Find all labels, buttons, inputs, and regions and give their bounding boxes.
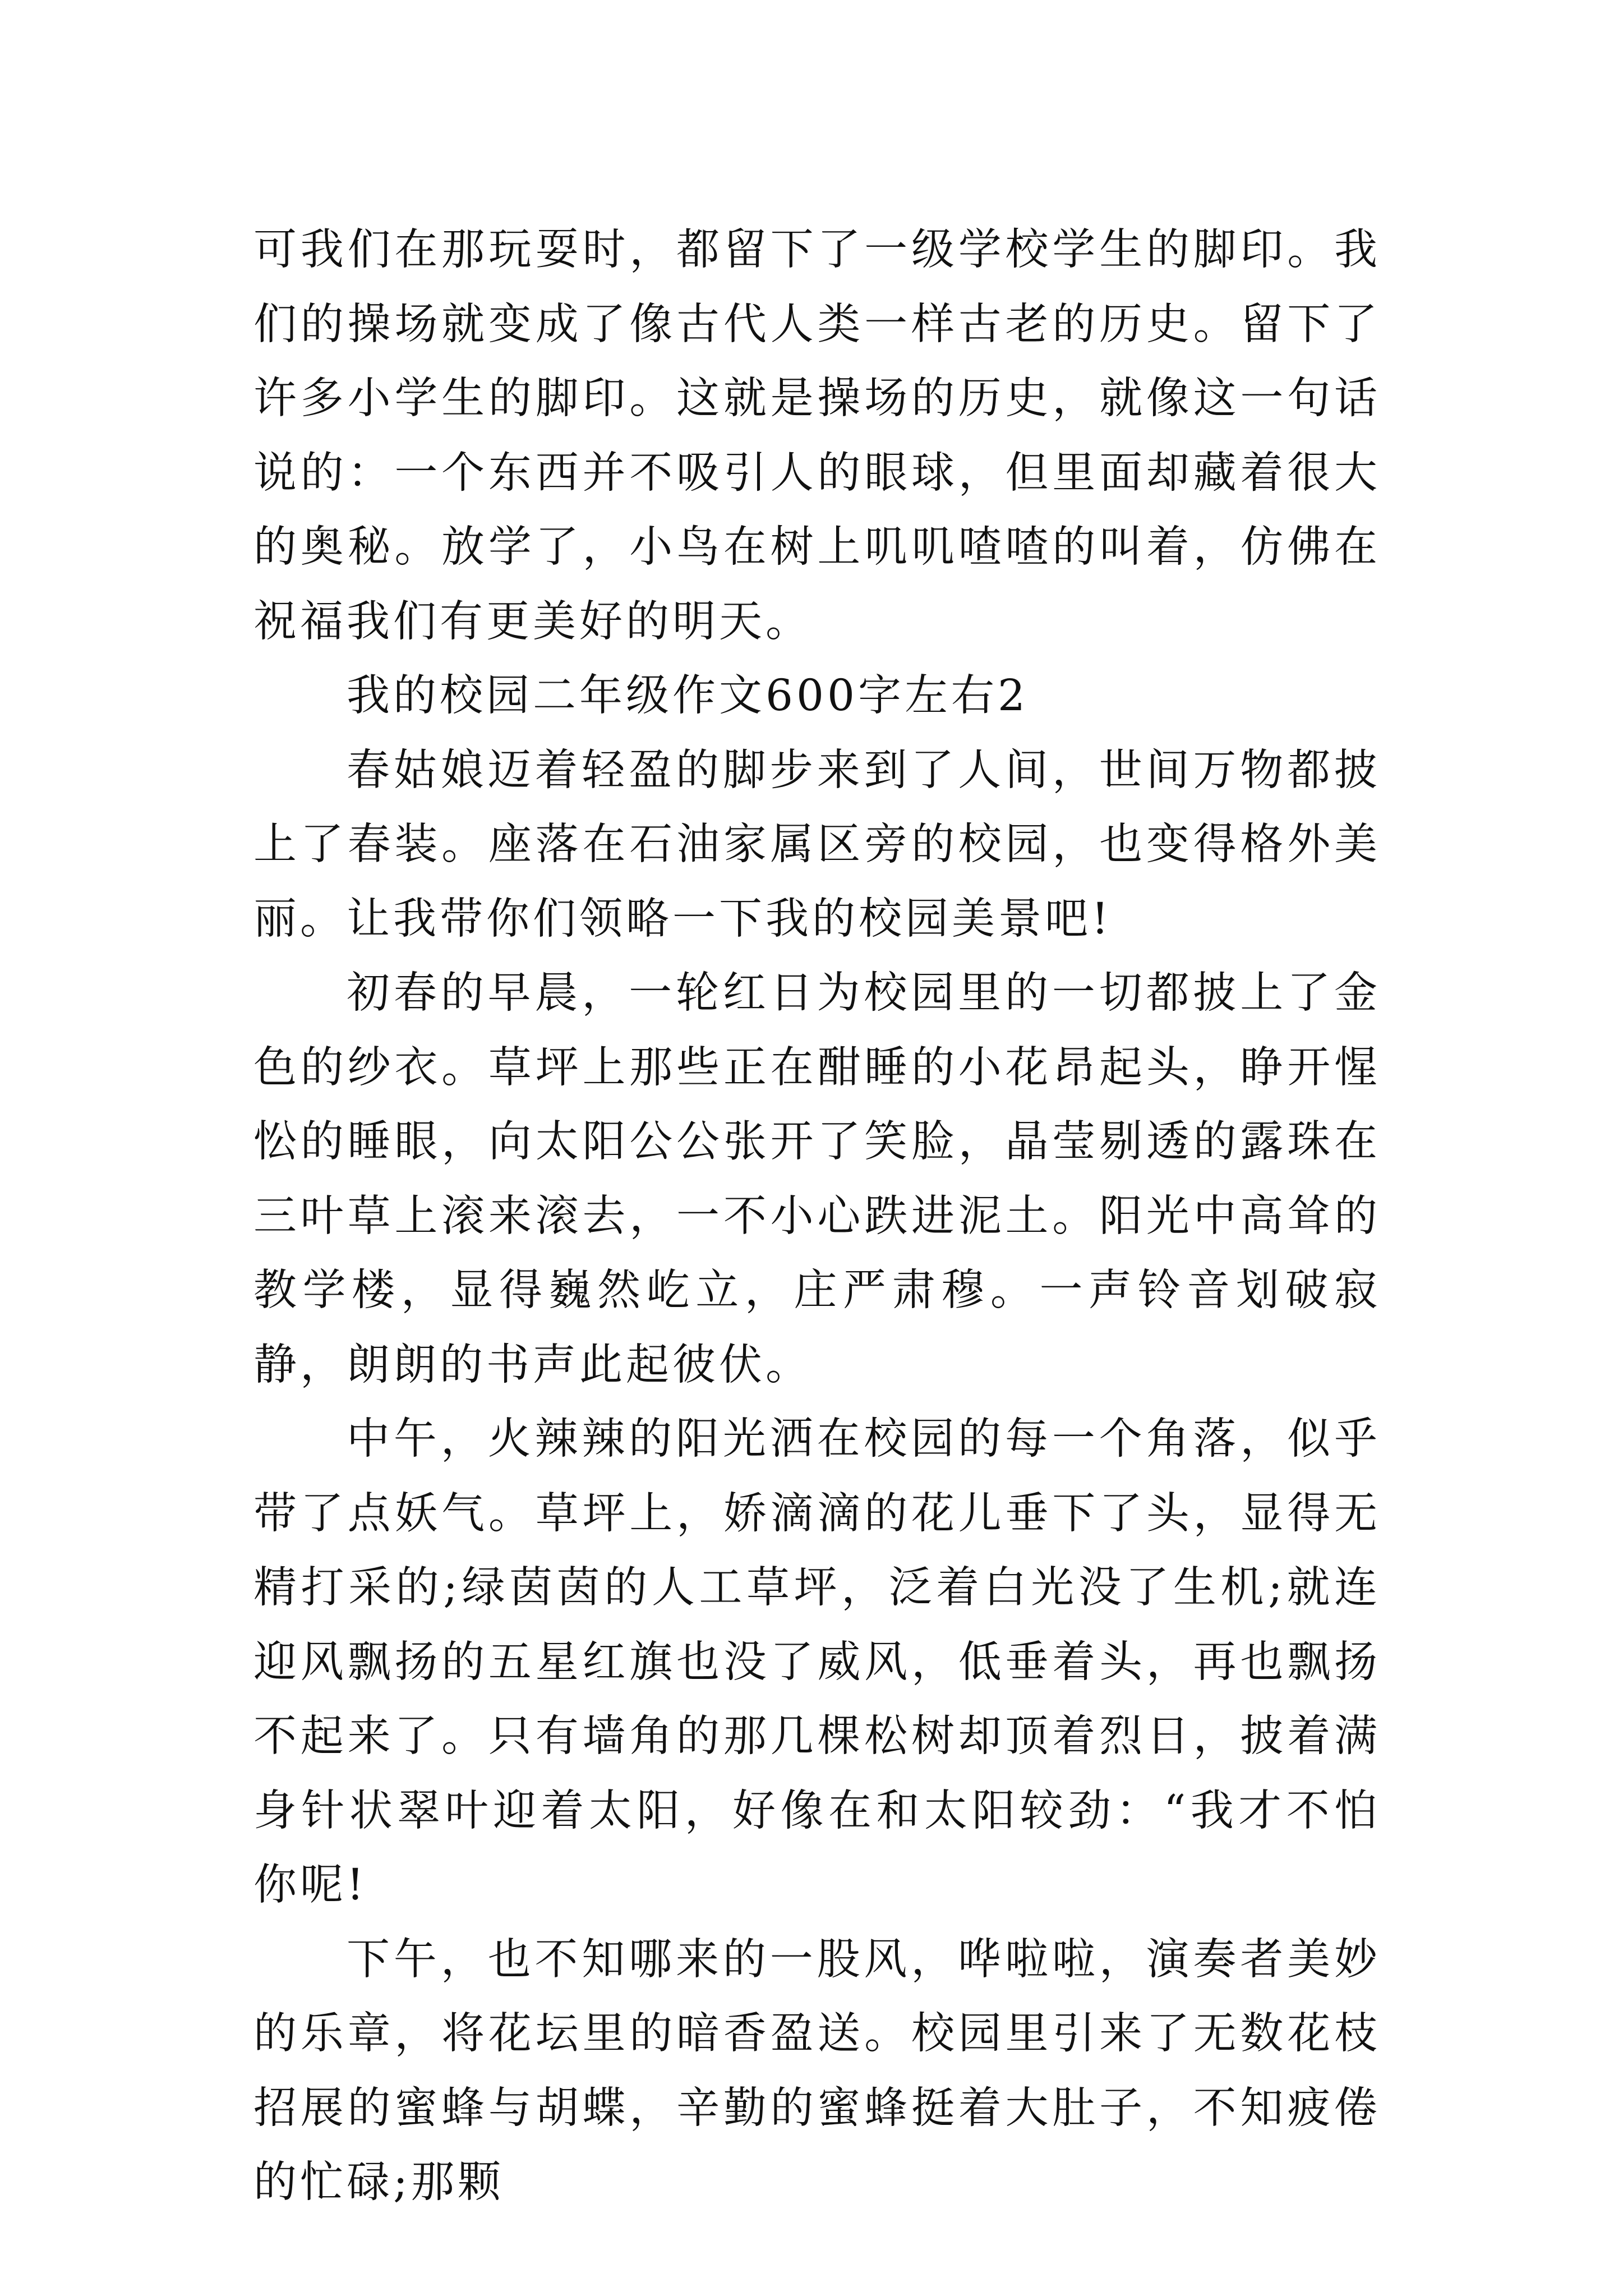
paragraph-noon: 中午，火辣辣的阳光洒在校园的每一个角落，似乎带了点妖气。草坪上，娇滴滴的花儿垂下了头，显得无精打采的;绿茵茵的人工草坪，泛着白光没了生机;就连迎风飘扬的五星红旗也没了威风，低垂着头，再也飘扬不起来了。只有墙角的那几棵松树却顶着烈日，披着满身针状翠叶迎着太阳，好像在和太阳较劲：“我才不怕你呢! [253, 1414, 1381, 1910]
paragraph-spring-intro: 春姑娘迈着轻盈的脚步来到了人间，世间万物都披上了春装。座落在石油家属区旁的校园，也变得格外美丽。让我带你们领略一下我的校园美景吧! [253, 745, 1381, 944]
paragraph-early-morning: 初春的早晨，一轮红日为校园里的一切都披上了金色的纱衣。草坪上那些正在酣睡的小花昂起头，睁开惺忪的睡眼，向太阳公公张开了笑脸，晶莹剔透的露珠在三叶草上滚来滚去，一不小心跌进泥土。阳光中高耸的教学楼，显得巍然屹立，庄严肃穆。一声铃音划破寂静，朗朗的书声此起彼伏。 [253, 968, 1381, 1390]
paragraph-afternoon: 下午，也不知哪来的一股风，哗啦啦，演奏者美妙的乐章，将花坛里的暗香盈送。校园里引来了无数花枝招展的蜜蜂与胡蝶，辛勤的蜜蜂挺着大肚子，不知疲倦的忙碌;那颗 [253, 1934, 1381, 2207]
paragraph-playground-ending: 可我们在那玩耍时，都留下了一级学校学生的脚印。我们的操场就变成了像古代人类一样古老的历史。留下了许多小学生的脚印。这就是操场的历史，就像这一句话说的：一个东西并不吸引人的眼球，但里面却藏着很大的奥秘。放学了，小鸟在树上叽叽喳喳的叫着，仿佛在祝福我们有更美好的明天。 [253, 225, 1381, 647]
essay-body [253, 213, 1381, 2220]
essay-heading: 我的校园二年级作文600字左右2 [347, 671, 1029, 721]
